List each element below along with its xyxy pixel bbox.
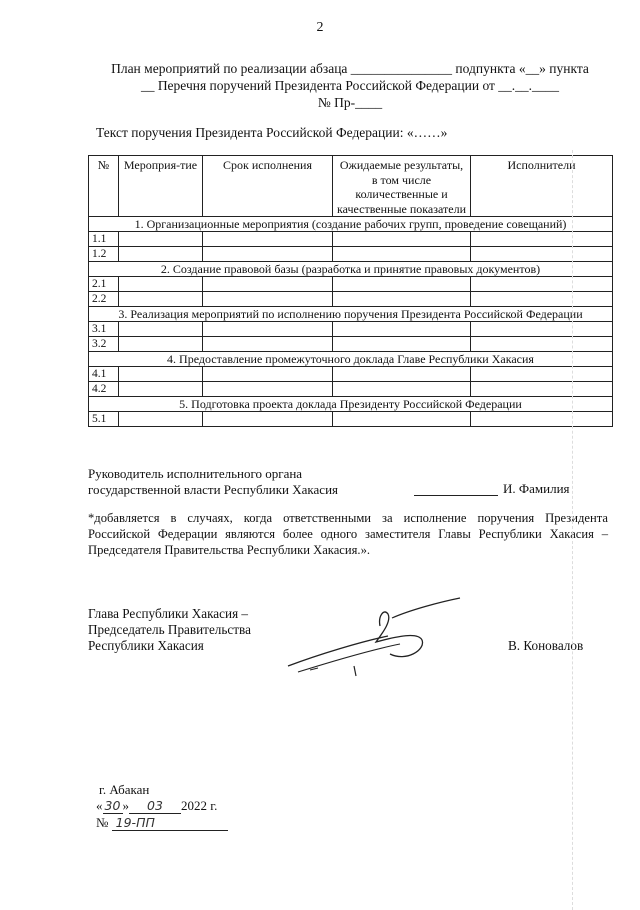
empty-cell <box>203 292 333 307</box>
header-executors: Исполнители <box>471 156 613 217</box>
empty-cell <box>471 382 613 397</box>
section-row <box>89 307 613 322</box>
head-title-block <box>88 606 251 654</box>
empty-cell <box>203 322 333 337</box>
document-title <box>80 60 620 111</box>
date-month: 03 <box>129 798 181 814</box>
section-row <box>89 217 613 232</box>
empty-cell <box>471 367 613 382</box>
date-day: 30 <box>103 798 123 814</box>
empty-cell <box>471 322 613 337</box>
page-number: 2 <box>316 20 324 35</box>
row-number: 2.1 <box>89 277 119 292</box>
empty-cell <box>119 232 203 247</box>
table-row <box>89 337 613 352</box>
row-number: 2.2 <box>89 292 119 307</box>
document-number: 19-ПП <box>112 815 228 831</box>
empty-cell <box>333 337 471 352</box>
empty-cell <box>119 247 203 262</box>
empty-cell <box>203 367 333 382</box>
title-line-3: № Пр-____ <box>317 95 383 110</box>
empty-cell <box>333 247 471 262</box>
signer-line-1: Руководитель исполнительного органа <box>88 466 303 481</box>
signer-block <box>88 466 338 498</box>
empty-cell <box>119 277 203 292</box>
empty-cell <box>471 337 613 352</box>
empty-cell <box>119 337 203 352</box>
empty-cell <box>333 232 471 247</box>
table-body <box>89 217 613 427</box>
header-number: № <box>89 156 119 217</box>
head-line-1: Глава Республики Хакасия – <box>88 606 249 621</box>
section-title: 1. Организационные мероприятия (создание рабочих групп, проведение совещаний) <box>89 217 613 232</box>
empty-cell <box>333 412 471 427</box>
title-line-1: План мероприятий по реализации абзаца _______________ подпункта «__» пункта <box>111 61 589 76</box>
table-row <box>89 247 613 262</box>
table-row <box>89 322 613 337</box>
empty-cell <box>203 277 333 292</box>
empty-cell <box>471 277 613 292</box>
table-row <box>89 292 613 307</box>
date-year: 2022 г. <box>181 798 218 813</box>
instruction-text: Текст поручения Президента Российской Федерации: «……» <box>96 125 448 140</box>
empty-cell <box>119 322 203 337</box>
date-close-quote: » <box>122 798 129 813</box>
empty-cell <box>333 292 471 307</box>
row-number: 3.1 <box>89 322 119 337</box>
row-number: 5.1 <box>89 412 119 427</box>
header-activity: Мероприя-тие <box>119 156 203 217</box>
empty-cell <box>471 232 613 247</box>
date-open-quote: « <box>96 798 103 813</box>
section-title: 2. Создание правовой базы (разработка и принятие правовых документов) <box>89 262 613 277</box>
empty-cell <box>333 367 471 382</box>
empty-cell <box>203 247 333 262</box>
table-row <box>89 367 613 382</box>
section-row <box>89 262 613 277</box>
header-results: Ожидаемые результаты, в том числе количественные и качественные показатели <box>333 156 471 217</box>
row-number: 1.2 <box>89 247 119 262</box>
empty-cell <box>203 382 333 397</box>
head-line-2: Председатель Правительства <box>88 622 251 637</box>
empty-cell <box>119 292 203 307</box>
empty-cell <box>333 277 471 292</box>
empty-cell <box>203 412 333 427</box>
empty-cell <box>203 232 333 247</box>
section-title: 4. Предоставление промежуточного доклада Главе Республики Хакасия <box>89 352 613 367</box>
empty-cell <box>119 382 203 397</box>
signature-blank-line <box>414 481 498 496</box>
table-row <box>89 232 613 247</box>
head-name: В. Коновалов <box>508 638 584 653</box>
row-number: 4.1 <box>89 367 119 382</box>
footnote: *добавляется в случаях, когда ответственными за исполнение поручения Президента Российской Федерации являются более одного заместителя Главы Республики Хакасия – Председателя Правительства Республики Хакасия.». <box>88 511 608 557</box>
signer-name: И. Фамилия <box>503 481 570 496</box>
table-row <box>89 382 613 397</box>
section-row <box>89 352 613 367</box>
header-deadline: Срок исполнения <box>203 156 333 217</box>
empty-cell <box>471 292 613 307</box>
number-prefix: № <box>96 815 109 830</box>
empty-cell <box>471 247 613 262</box>
table-row <box>89 277 613 292</box>
table-row <box>89 412 613 427</box>
empty-cell <box>333 322 471 337</box>
empty-cell <box>333 382 471 397</box>
date-line <box>96 798 217 814</box>
city: г. Абакан <box>99 782 150 797</box>
empty-cell <box>119 367 203 382</box>
plan-table <box>88 155 613 427</box>
empty-cell <box>471 412 613 427</box>
title-line-2: __ Перечня поручений Президента Российской Федерации от __.__.____ <box>140 78 560 93</box>
empty-cell <box>203 337 333 352</box>
handwritten-signature <box>280 596 470 688</box>
signer-line-2: государственной власти Республики Хакасия <box>88 482 339 497</box>
section-title: 5. Подготовка проекта доклада Президенту Российской Федерации <box>89 397 613 412</box>
section-title: 3. Реализация мероприятий по исполнению поручения Президента Российской Федерации <box>89 307 613 322</box>
section-row <box>89 397 613 412</box>
row-number: 3.2 <box>89 337 119 352</box>
table-header-row <box>89 156 613 217</box>
number-line <box>96 815 228 831</box>
row-number: 1.1 <box>89 232 119 247</box>
head-line-3: Республики Хакасия <box>88 638 204 653</box>
scan-edge-line <box>572 150 574 910</box>
row-number: 4.2 <box>89 382 119 397</box>
empty-cell <box>119 412 203 427</box>
